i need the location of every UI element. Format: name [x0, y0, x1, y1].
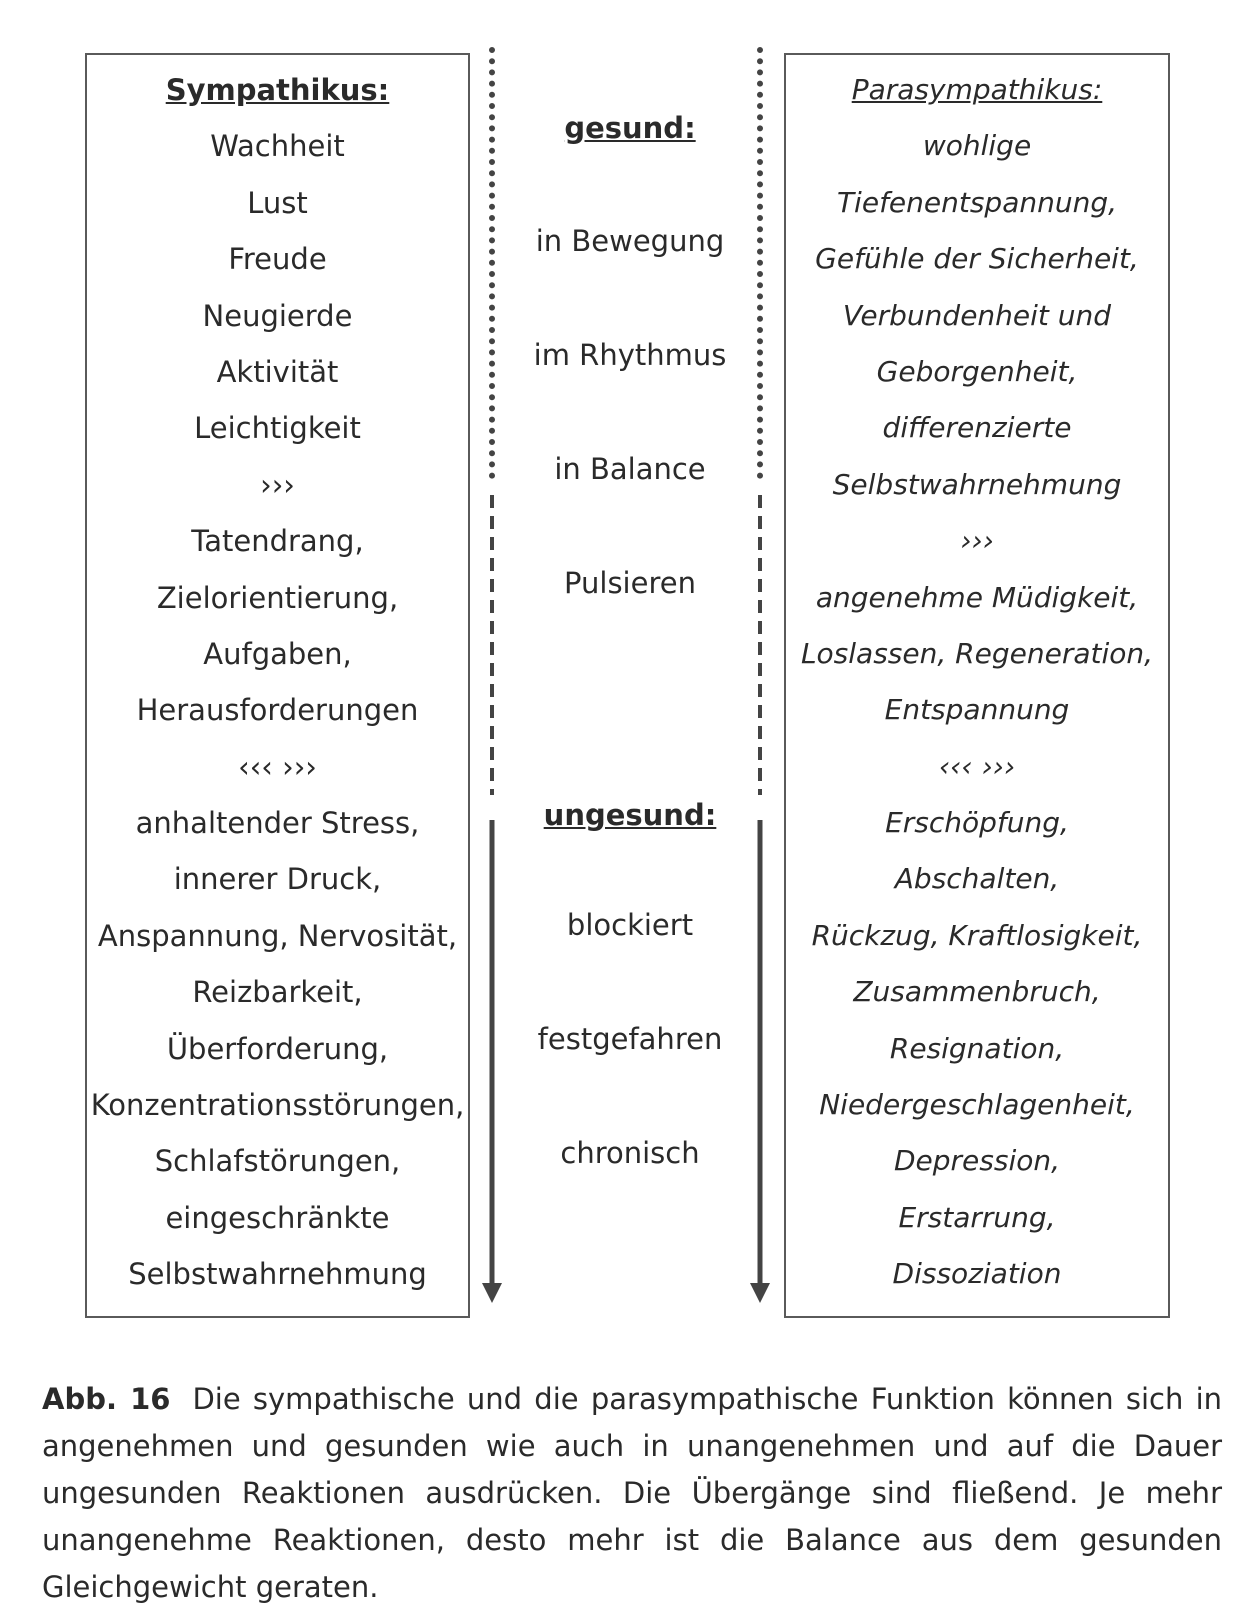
- list-item: Zusammenbruch,: [853, 975, 1101, 1009]
- unhealthy-item: festgefahren: [537, 1022, 723, 1056]
- healthy-item: in Balance: [554, 452, 706, 486]
- list-item: Wachheit: [210, 129, 345, 164]
- right-divider: [750, 50, 770, 1303]
- sympathikus-heading: Sympathikus:: [165, 73, 390, 107]
- list-item: anhaltender Stress,: [135, 806, 420, 841]
- healthy-item: in Bewegung: [535, 224, 725, 258]
- list-item: Neugierde: [202, 298, 353, 333]
- list-item: Selbstwahrnehmung: [832, 467, 1122, 501]
- list-item: Leichtigkeit: [194, 411, 361, 446]
- list-item: Resignation,: [889, 1031, 1065, 1065]
- separator-marker: ‹‹‹ ›››: [238, 749, 317, 784]
- separator-marker: ›››: [260, 467, 295, 502]
- list-item: eingeschränkte: [165, 1200, 390, 1235]
- list-item: Aufgaben,: [203, 636, 352, 671]
- list-item: Tatendrang,: [191, 524, 364, 559]
- left-divider: [482, 50, 502, 1303]
- list-item: Reizbarkeit,: [192, 975, 363, 1010]
- list-item: Selbstwahrnehmung: [128, 1257, 427, 1292]
- healthy-item: Pulsieren: [564, 566, 696, 600]
- down-arrow-icon: [750, 1283, 770, 1303]
- list-item: Verbundenheit und: [842, 298, 1112, 332]
- unhealthy-item: blockiert: [566, 908, 694, 942]
- list-item: Zielorientierung,: [156, 580, 399, 615]
- list-item: Aktivität: [216, 354, 339, 389]
- list-item: Dissoziation: [892, 1257, 1062, 1291]
- list-item: Schlafstörungen,: [154, 1144, 401, 1179]
- list-item: Lust: [247, 185, 308, 220]
- healthy-item: im Rhythmus: [533, 338, 727, 372]
- list-item: innerer Druck,: [173, 862, 382, 897]
- down-arrow-icon: [482, 1283, 502, 1303]
- figure-caption: [42, 1376, 1222, 1611]
- list-item: Rückzug, Kraftlosigkeit,: [811, 918, 1143, 952]
- unhealthy-heading: ungesund:: [543, 798, 717, 832]
- list-item: wohlige: [922, 129, 1032, 163]
- separator-marker: ›››: [960, 524, 994, 558]
- list-item: Tiefenentspannung,: [836, 185, 1118, 219]
- parasympathikus-heading: Parasympathikus:: [851, 73, 1103, 106]
- list-item: Gefühle der Sicherheit,: [815, 242, 1139, 276]
- caption-label: Abb. 16: [42, 1382, 171, 1416]
- list-item: Freude: [228, 242, 327, 277]
- list-item: angenehme Müdigkeit,: [815, 580, 1139, 614]
- list-item: differenzierte: [882, 411, 1072, 445]
- list-item: Erschöpfung,: [885, 806, 1069, 840]
- caption-text: Die sympathische und die parasympathische Funktion können sich in angenehmen und gesunden wie auch in unangenehmen und auf die Dauer ungesunden Reaktionen ausdrücken. Die Übergänge sind fließend. Je mehr unangenehme Reaktionen, desto mehr ist die Balance aus dem gesunden Gleichgewicht geraten.: [42, 1382, 1223, 1604]
- list-item: Depression,: [893, 1144, 1061, 1178]
- list-item: Niedergeschlagenheit,: [819, 1088, 1135, 1122]
- healthy-heading: gesund:: [564, 111, 696, 145]
- list-item: Entspannung: [884, 693, 1070, 727]
- list-item: Loslassen, Regeneration,: [800, 636, 1154, 670]
- list-item: Konzentrationsstörungen,: [90, 1088, 465, 1123]
- list-item: Anspannung, Nervosität,: [97, 918, 458, 953]
- list-item: Überforderung,: [166, 1031, 389, 1066]
- list-item: Geborgenheit,: [876, 354, 1078, 388]
- list-item: Abschalten,: [894, 862, 1060, 896]
- list-item: Herausforderungen: [136, 693, 419, 728]
- unhealthy-item: chronisch: [560, 1136, 700, 1170]
- separator-marker: ‹‹‹ ›››: [938, 749, 1016, 783]
- list-item: Erstarrung,: [898, 1200, 1056, 1234]
